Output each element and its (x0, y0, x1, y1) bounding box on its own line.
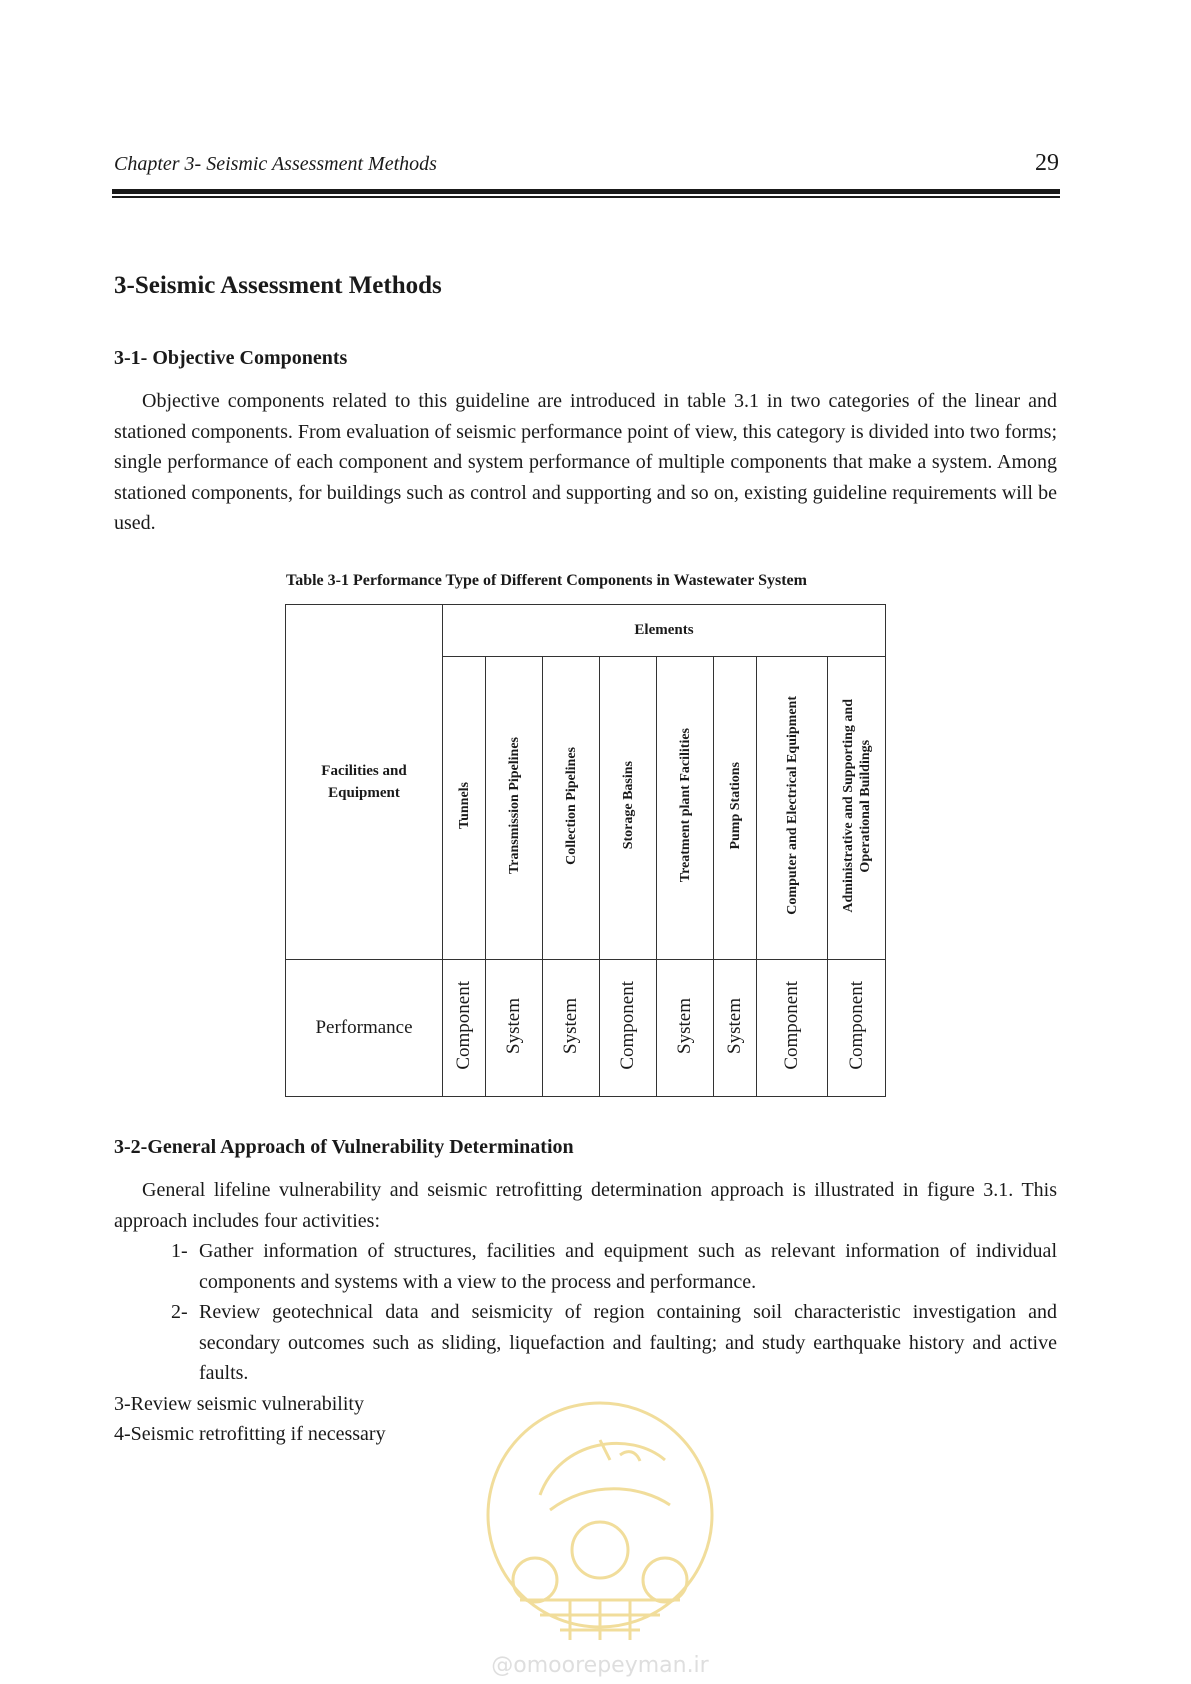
elements-header-text: Elements (634, 622, 694, 638)
performance-header-text: Performance (315, 1017, 413, 1038)
element-name: Transmission Pipelines (506, 736, 522, 875)
element-name-cell (486, 657, 543, 960)
list-item (114, 1236, 1057, 1297)
element-name: Administrative and Supporting and Operational Buildings (840, 698, 873, 913)
performance-value: System (503, 997, 524, 1054)
activities-list (114, 1236, 1057, 1389)
performance-cell (657, 960, 714, 1097)
performance-cell (443, 960, 486, 1097)
performance-value: System (560, 997, 581, 1054)
performance-value: System (674, 997, 695, 1054)
objective-paragraph: Objective components related to this guideline are introduced in table 3.1 in two categories of the linear and stationed components. From evaluation of seismic performance point of view, this category is divided into two forms; single performance of each component and system performance of multiple components that make a system. Among stationed components, for buildings such as control and supporting and so on, existing guideline requirements will be used. (114, 390, 1057, 534)
performance-cell (828, 960, 886, 1097)
element-name: Pump Stations (727, 761, 743, 850)
performance-header-cell (286, 960, 443, 1097)
element-name: Tunnels (456, 782, 472, 829)
performance-value: Component (781, 981, 802, 1070)
watermark-seal (480, 1400, 720, 1680)
subsection-heading-approach: 3-2-General Approach of Vulnerability Determination (114, 1136, 574, 1158)
element-name-cell (657, 657, 714, 960)
approach-paragraph: General lifeline vulnerability and seismic retrofitting determination approach is illustrated in figure 3.1. This approach includes four activities: (114, 1179, 1057, 1232)
section-title: 3-Seismic Assessment Methods (114, 272, 442, 299)
activity-3: 3-Review seismic vulnerability (114, 1393, 364, 1415)
subsection-heading-objective: 3-1- Objective Components (114, 347, 348, 369)
performance-table (285, 604, 886, 1097)
running-header (114, 150, 1059, 177)
activity-4: 4-Seismic retrofitting if necessary (114, 1423, 386, 1445)
performance-value: Component (845, 981, 867, 1070)
element-name-cell (757, 657, 828, 960)
element-name-cell (543, 657, 600, 960)
element-name: Collection Pipelines (563, 746, 579, 865)
header-rule-thin (112, 196, 1060, 198)
header-rule-thick (112, 189, 1060, 194)
element-name-cell (714, 657, 757, 960)
chapter-title: Chapter 3- Seismic Assessment Methods (114, 153, 437, 175)
table-caption: Table 3-1 Performance Type of Different Components in Wastewater System (286, 572, 807, 589)
elements-header-cell (443, 605, 886, 657)
element-name: Storage Basins (620, 761, 636, 850)
watermark-text: @omoorepeyman.ir (491, 1653, 709, 1678)
element-name-cell (828, 657, 886, 960)
element-name-cell (600, 657, 657, 960)
list-number: 1- (171, 1240, 188, 1262)
page-number: 29 (1035, 150, 1059, 176)
list-number: 2- (171, 1301, 188, 1323)
facilities-header-text: Facilities and Equipment (321, 763, 407, 801)
element-name: Computer and Electrical Equipment (784, 696, 800, 915)
performance-row (286, 960, 886, 1097)
element-name-cell (443, 657, 486, 960)
list-text: Gather information of structures, facilities and equipment such as relevant information of individual components and systems with a view to the process and performance. (199, 1240, 1057, 1293)
performance-cell (714, 960, 757, 1097)
performance-cell (543, 960, 600, 1097)
list-item (114, 1297, 1057, 1389)
performance-cell (600, 960, 657, 1097)
performance-value: Component (453, 981, 474, 1070)
performance-cell (486, 960, 543, 1097)
performance-value: Component (617, 981, 638, 1070)
facilities-header-cell (286, 605, 443, 960)
performance-cell (757, 960, 828, 1097)
list-text: Review geotechnical data and seismicity of region containing soil characteristic investigation and secondary outcomes such as sliding, liquefaction and faulting; and study earthquake history and active faults. (199, 1301, 1057, 1384)
element-name: Treatment plant Facilities (677, 728, 693, 883)
performance-value: System (724, 997, 745, 1054)
